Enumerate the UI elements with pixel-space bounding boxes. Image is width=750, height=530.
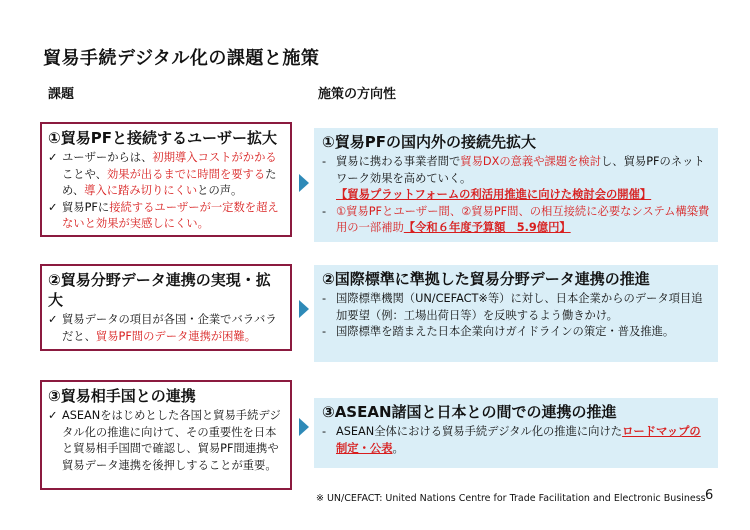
measure-highlight: 【貿易プラットフォームの利活用推進に向けた検討会の開催】 [336, 188, 652, 201]
checkmark-icon: ✓ [48, 151, 58, 164]
measures-header: 施策の方向性 [318, 87, 397, 102]
checkmark-icon: ✓ [48, 200, 58, 214]
page-number: 6 [705, 488, 714, 503]
measure-box-1 [314, 128, 718, 242]
arrow-right-icon [299, 418, 309, 436]
page-title: 貿易手続デジタル化の課題と施策 [43, 48, 320, 69]
arrow-right-icon [299, 174, 309, 192]
measure-item: - ASEAN全体における貿易手続デジタル化の推進に向けたロードマップの制定・公表。 [322, 425, 701, 455]
checkmark-icon: ✓ [48, 409, 58, 422]
measure-item: - 貿易に携わる事業者間で貿易DXの意義や課題を検討し、貿易PFのネットワーク効果を高めていく。 [322, 155, 705, 185]
issue-title: ①貿易PFと接続するユーザー拡大 [48, 129, 277, 147]
issue-box-1 [40, 122, 292, 237]
measure-item: - 国際標準機関（UN/CEFACT※等）に対し、日本企業からのデータ項目追加要望（例：工場出荷日等）を反映するよう働きかけ。 [322, 292, 703, 322]
issue-bullet: ✓ ユーザーからは、初期導入コストがかかることや、効果が出るまでに時間を要するため、導入に踏み切りにくいとの声。 [48, 150, 284, 200]
issue-title: ③貿易相手国との連携 [48, 387, 196, 405]
issue-bullet: ✓ 貿易データの項目が各国・企業でバラバラだと、貿易PF間のデータ連携が困難。 [48, 312, 284, 345]
measure-item: - 国際標準を踏まえた日本企業向けガイドラインの策定・普及推進。 [322, 325, 675, 338]
issue-box-2 [40, 264, 292, 351]
measure-title: ③ASEAN諸国と日本との間での連携の推進 [322, 403, 617, 421]
measure-title: ①貿易PFの国内外の接続先拡大 [322, 133, 536, 151]
issue-box-3 [40, 380, 292, 490]
measure-box-3 [314, 398, 718, 468]
issues-header: 課題 [48, 87, 75, 102]
issue-bullet: ✓ 貿易PFに接続するユーザーが一定数を超えないと効果が実感しにくい。 [48, 200, 284, 233]
measure-item: - ①貿易PFとユーザー間、②貿易PF間、の相互接続に必要なシステム構築費用の一部補助【令和６年度予算額 5.9億円】 [322, 204, 710, 234]
measure-box-2 [314, 265, 718, 362]
issue-title: ②貿易分野データ連携の実現・拡大 [48, 271, 271, 309]
arrow-right-icon [299, 300, 309, 318]
checkmark-icon: ✓ [48, 313, 58, 326]
footnote: ※ UN/CEFACT: United Nations Centre for Trade Facilitation and Electronic Business [316, 493, 706, 504]
measure-title: ②国際標準に準拠した貿易分野データ連携の推進 [322, 270, 650, 288]
issue-bullet: ✓ ASEANをはじめとした各国と貿易手続デジタル化の推進に向けて、その重要性を日本と貿易相手国間で確認し、貿易PF間連携や貿易データ連携を後押しすることが重要。 [48, 408, 284, 474]
